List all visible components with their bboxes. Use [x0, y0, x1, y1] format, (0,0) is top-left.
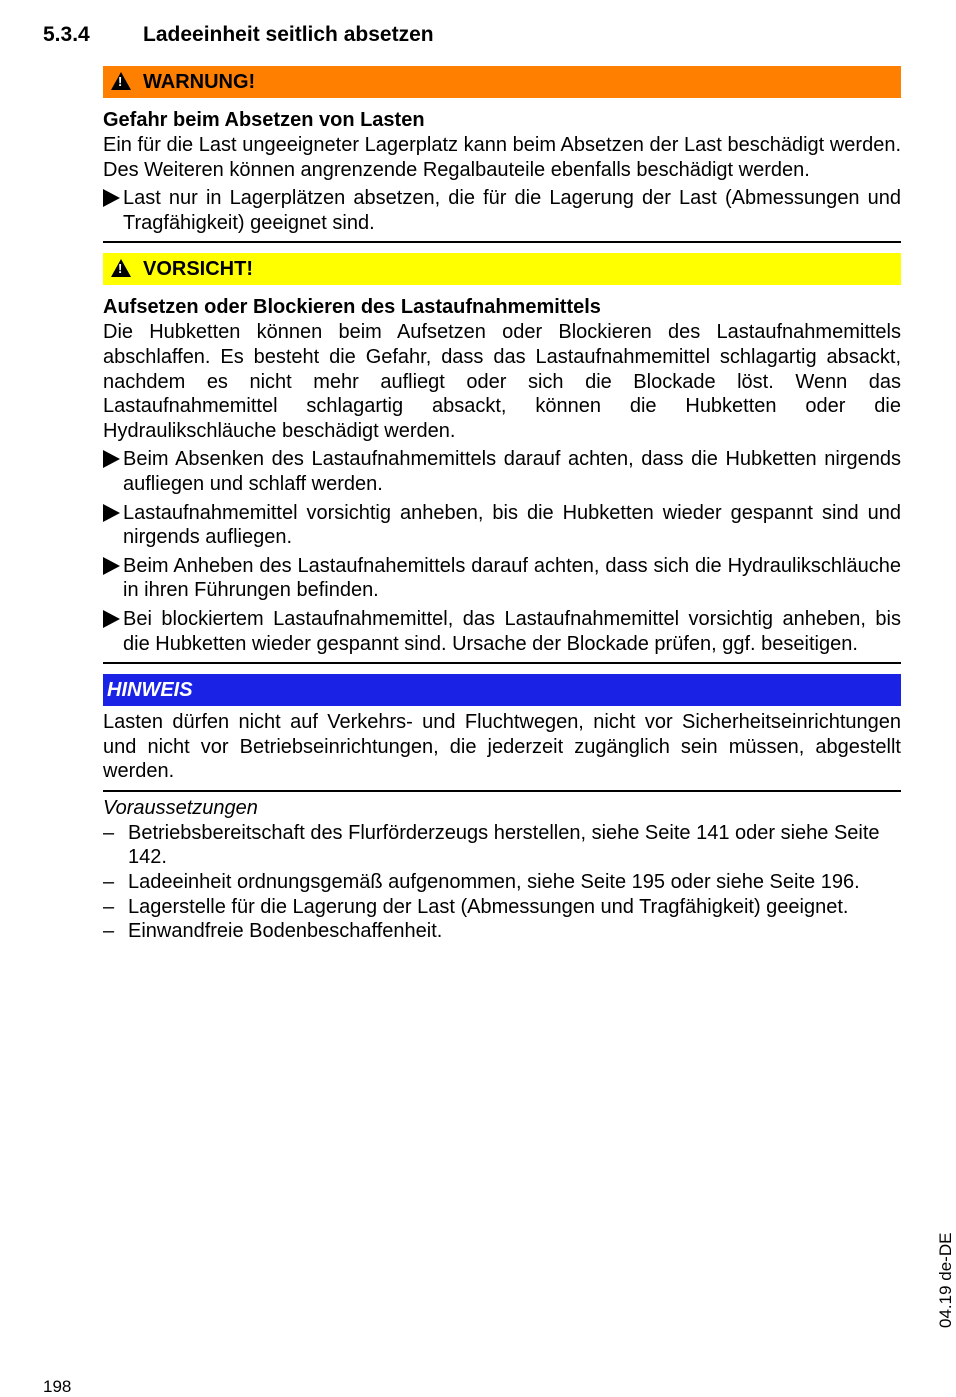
list-dash: –: [103, 871, 115, 894]
caution-triangle-icon: [111, 259, 131, 277]
note-banner: [103, 674, 901, 706]
list-item-text: Betriebsbereitschaft des Flurförderzeugs herstellen, siehe Seite 141 oder siehe Seite 142.: [128, 821, 880, 869]
section-number: 5.3.4: [43, 23, 90, 46]
caution-step-text: Lastaufnahmemittel vorsichtig anheben, bis die Hubketten wieder gespannt sind und nirgends aufliegen.: [123, 501, 901, 549]
list-item: [103, 919, 901, 944]
caution-step-text: Beim Absenken des Lastaufnahmemittels darauf achten, dass die Hubketten nirgends aufliegen und schlaff werden.: [123, 448, 901, 495]
note-label: HINWEIS: [107, 679, 193, 702]
caution-label: VORSICHT!: [143, 258, 253, 281]
caution-text: Die Hubketten können beim Aufsetzen oder Blockieren des Lastaufnahmemittels abschlaffen. Es besteht die Gefahr, dass das Lastaufnahmemittel schlagartig absackt, nachdem es nicht mehr aufliegt oder sich die Blockade löst. Wenn das Lastaufnahmemittel schlagartig absackt, können die Hubketten oder die Hydraulikschläuche beschädigt werden.: [103, 321, 901, 442]
warning-label: WARNUNG!: [143, 71, 256, 93]
list-item-text: Lagerstelle für die Lagerung der Last (Abmessungen und Tragfähigkeit) geeignet.: [128, 895, 849, 918]
list-item: [103, 895, 901, 920]
section-heading: [43, 23, 434, 47]
warning-step-text: Last nur in Lagerplätzen absetzen, die für die Lagerung der Last (Abmessungen und Tragfähigkeit) geeignet sind.: [123, 187, 901, 234]
step-arrow-icon: [103, 189, 120, 207]
caution-step-text: Beim Anheben des Lastaufnahemittels darauf achten, dass sich die Hydraulikschläuche in ihren Führungen befinden.: [123, 554, 901, 602]
note-text: Lasten dürfen nicht auf Verkehrs- und Fluchtwegen, nicht vor Sicherheitseinrichtungen und nicht vor Betriebseinrichtungen, die jederzeit zugänglich sein müssen, abgestellt werden.: [103, 711, 901, 783]
caution-step: [103, 447, 901, 496]
caution-step: [103, 501, 901, 550]
caution-step: [103, 554, 901, 603]
warning-subheading: Gefahr beim Absetzen von Lasten: [103, 109, 425, 131]
list-item-text: Einwandfreie Bodenbeschaffenheit.: [128, 920, 443, 943]
warning-triangle-icon: [111, 72, 131, 90]
page-number: 198: [43, 1377, 72, 1396]
caution-divider: [103, 662, 901, 664]
warning-divider: [103, 241, 901, 243]
caution-step-text: Bei blockiertem Lastaufnahmemittel, das Lastaufnahmemittel vorsichtig anheben, bis die Hubketten wieder gespannt sind. Ursache der Blockade prüfen, ggf. beseitigen.: [123, 607, 901, 655]
note-divider: [103, 790, 901, 792]
list-dash: –: [103, 895, 115, 918]
caution-step: [103, 607, 901, 656]
warning-text: Ein für die Last ungeeigneter Lagerplatz kann beim Absetzen der Last beschädigt werden. Des Weiteren können angrenzende Regalbauteile ebenfalls beschädigt werden.: [103, 134, 901, 181]
section-title: Ladeeinheit seitlich absetzen: [143, 23, 434, 46]
list-item: [103, 821, 901, 870]
caution-subheading: Aufsetzen oder Blockieren des Lastaufnahmemittels: [103, 296, 601, 319]
step-arrow-icon: [103, 450, 120, 468]
version-label: 04.19 de-DE: [936, 1232, 955, 1328]
step-arrow-icon: [103, 610, 120, 628]
step-arrow-icon: [103, 557, 120, 575]
list-dash: –: [103, 920, 115, 943]
list-item: [103, 870, 901, 895]
page-content: [103, 66, 901, 944]
warning-banner: [103, 66, 901, 98]
warning-step: [103, 186, 901, 235]
step-arrow-icon: [103, 504, 120, 522]
prerequisites-label: Voraussetzungen: [103, 796, 258, 819]
list-item-text: Ladeeinheit ordnungsgemäß aufgenommen, siehe Seite 195 oder siehe Seite 196.: [128, 871, 860, 894]
caution-banner: [103, 253, 901, 285]
list-dash: –: [103, 821, 115, 844]
